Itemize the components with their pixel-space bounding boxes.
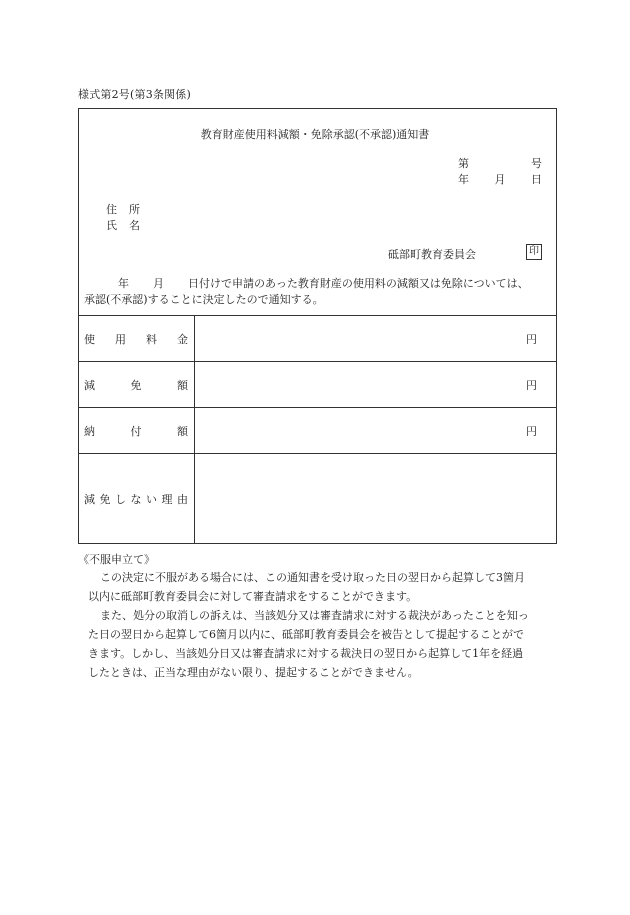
label-char: い <box>146 493 157 506</box>
document-number <box>458 155 542 171</box>
paragraph-line: 以内に砥部町教育委員会に対して審査請求をすることができます。 <box>88 590 418 603</box>
label-char: 用 <box>115 332 126 346</box>
notice-body <box>84 276 554 308</box>
label-char: し <box>115 493 126 506</box>
label-char: 免 <box>130 378 142 392</box>
paragraph-line: したときは、正当な理由がない限り、提起することができません。 <box>88 666 419 679</box>
issuer-name: 砥部町教育委員会 <box>388 248 476 261</box>
date-year: 年 <box>458 173 469 186</box>
label-char: な <box>130 493 142 506</box>
document-number-prefix: 第 <box>458 157 469 170</box>
objection-section <box>78 552 558 682</box>
date-day: 日 <box>531 173 542 186</box>
label-char: 使 <box>84 332 95 346</box>
label-char: 減 <box>84 378 95 392</box>
row-unit: 円 <box>526 424 537 438</box>
body-month: 月 <box>153 277 164 290</box>
name-char: 名 <box>129 219 140 232</box>
notice-title: 教育財産使用料減額・免除承認(不承認)通知書 <box>200 128 430 141</box>
document-number-suffix: 号 <box>531 157 542 170</box>
objection-paragraph-1 <box>78 568 558 606</box>
form-number-label: 様式第2号(第3条関係) <box>78 88 191 101</box>
column-divider <box>194 454 195 544</box>
table-row-fee <box>78 315 557 361</box>
row-label <box>84 454 188 544</box>
paragraph-line: た日の翌日から起算して6箇月以内に、砥部町教育委員会を被告として提起することがで <box>88 628 524 641</box>
recipient-name-label <box>106 217 140 233</box>
label-char: 額 <box>177 378 188 392</box>
name-char: 氏 <box>106 219 117 232</box>
column-divider <box>194 408 195 453</box>
address-char: 住 <box>106 203 117 216</box>
label-char: 由 <box>177 493 188 506</box>
paragraph-line: きます。しかし、当該処分日又は審査請求に対する裁決日の翌日から起算して1年を経過 <box>88 647 524 660</box>
label-char: 料 <box>146 332 157 346</box>
recipient-address-label <box>106 201 140 217</box>
row-label <box>84 316 188 361</box>
body-text: 日付けで申請のあった教育財産の使用料の減額又は免除については、 <box>188 277 529 290</box>
paragraph-line: この決定に不服がある場合には、この通知書を受け取った日の翌日から起算して3箇月 <box>100 571 525 584</box>
label-char: 減 <box>84 493 95 506</box>
table-row-reduction <box>78 361 557 407</box>
row-label <box>84 362 188 407</box>
row-label <box>84 408 188 453</box>
seal-mark: 印 <box>526 244 542 260</box>
column-divider <box>194 362 195 407</box>
paragraph-line: また、処分の取消しの訴えは、当該処分又は審査請求に対する裁決があったことを知っ <box>100 609 529 622</box>
row-unit: 円 <box>526 332 537 346</box>
label-char: 額 <box>177 424 188 438</box>
notice-body-line1 <box>84 276 554 292</box>
label-char: 理 <box>161 493 173 506</box>
body-year: 年 <box>118 277 129 290</box>
document-date <box>458 171 542 187</box>
table-row-payment <box>78 407 557 453</box>
column-divider <box>194 316 195 361</box>
address-char: 所 <box>129 203 140 216</box>
date-month: 月 <box>494 173 506 186</box>
objection-paragraph-2 <box>78 606 558 682</box>
objection-heading: 《不服申立て》 <box>78 553 155 566</box>
label-char: 金 <box>177 332 188 346</box>
label-char: 免 <box>99 493 111 506</box>
label-char: 付 <box>130 424 142 438</box>
table-row-reason <box>78 453 557 544</box>
row-unit: 円 <box>526 378 537 392</box>
label-char: 納 <box>84 424 95 438</box>
notice-body-line2: 承認(不承認)することに決定したので通知する。 <box>84 293 324 306</box>
